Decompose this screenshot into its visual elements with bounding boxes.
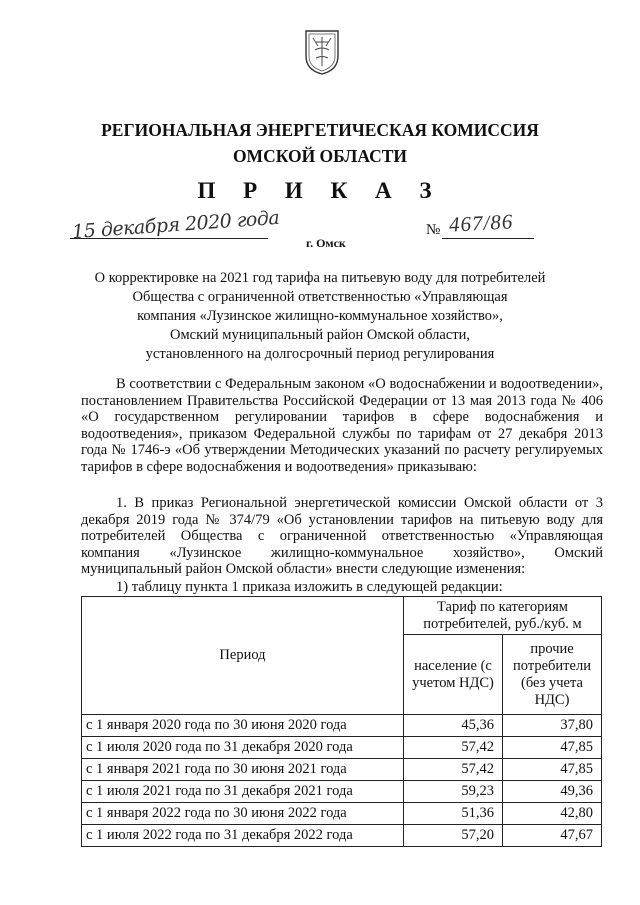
population-tariff-cell: 51,36 (404, 803, 503, 825)
subject-line: Омский муниципальный район Омской области, (170, 327, 470, 343)
table-row (82, 803, 602, 825)
number-prefix: № (426, 222, 441, 238)
period-cell: с 1 июля 2022 года по 31 декабря 2022 года (82, 825, 404, 847)
others-tariff-cell: 42,80 (503, 803, 602, 825)
period-cell: с 1 июля 2021 года по 31 декабря 2021 года (82, 781, 404, 803)
others-tariff-cell: 47,85 (503, 737, 602, 759)
period-cell: с 1 января 2021 года по 30 июня 2021 года (82, 759, 404, 781)
paragraph-item-1: 1. В приказ Региональной энергетической комиссии Омской области от 3 декабря 2019 года № 374/79 «Об установлении тарифов на питьевую воду для потребителей Общества с ограниченной ответственностью «Управляющая компания «Лузинское жилищно-коммунальное хозяйство», Омский муниципальный район Омской области» внести следующие изменения: (81, 495, 603, 578)
table-row (82, 737, 602, 759)
number-underline (442, 238, 534, 239)
population-tariff-cell: 59,23 (404, 781, 503, 803)
tariff-header: Тариф по категориям потребителей, руб./куб. м (404, 597, 602, 635)
period-header: Период (82, 597, 404, 715)
population-tariff-cell: 45,36 (404, 715, 503, 737)
population-header: население (с учетом НДС) (404, 635, 503, 715)
subject-line: установленного на долгосрочный период регулирования (145, 346, 495, 362)
period-cell: с 1 января 2022 года по 30 июня 2022 года (82, 803, 404, 825)
subject-line: Общества с ограниченной ответственностью «Управляющая (132, 289, 508, 305)
others-tariff-cell: 47,85 (503, 759, 602, 781)
table-row (82, 781, 602, 803)
subject-line: О корректировке на 2021 год тарифа на питьевую воду для потребителей (94, 270, 546, 286)
others-tariff-cell: 37,80 (503, 715, 602, 737)
subject-line: компания «Лузинское жилищно-коммунальное хозяйство», (137, 308, 503, 324)
coat-of-arms-icon (303, 28, 341, 76)
others-header: прочие потребители (без учета НДС) (503, 635, 602, 715)
others-tariff-cell: 49,36 (503, 781, 602, 803)
population-tariff-cell: 57,42 (404, 759, 503, 781)
organization-name-line1: РЕГИОНАЛЬНАЯ ЭНЕРГЕТИЧЕСКАЯ КОМИССИЯ (101, 120, 539, 140)
city-label: г. Омск (306, 236, 346, 250)
population-tariff-cell: 57,42 (404, 737, 503, 759)
table-row (82, 715, 602, 737)
handwritten-date: 15 декабря 2020 года (71, 206, 280, 244)
paragraph-subitem-1: 1) таблицу пункта 1 приказа изложить в следующей редакции: (116, 579, 503, 595)
tariff-table (81, 596, 602, 847)
period-cell: с 1 июля 2020 года по 31 декабря 2020 года (82, 737, 404, 759)
paragraph-preamble: В соответствии с Федеральным законом «О водоснабжении и водоотведении», постановлением Правительства Российской Федерации от 13 мая 2013 года № 406 «О государственном регулировании тарифов в сфере водоснабжения и водоотведения», приказом Федеральной службы по тарифам от 27 декабря 2013 года № 1746-э «Об утверждении Методических указаний по расчету регулируемых тарифов в сфере водоснабжения и водоотведения» приказываю: (81, 376, 603, 475)
date-underline (70, 238, 268, 239)
period-cell: с 1 января 2020 года по 30 июня 2020 года (82, 715, 404, 737)
handwritten-number: 467/86 (448, 209, 514, 237)
population-tariff-cell: 57,20 (404, 825, 503, 847)
table-row (82, 825, 602, 847)
document-subject (70, 269, 570, 364)
organization-name-line2: ОМСКОЙ ОБЛАСТИ (232, 146, 408, 166)
others-tariff-cell: 47,67 (503, 825, 602, 847)
table-row (82, 759, 602, 781)
document-type-title: П Р И К А З (197, 178, 443, 203)
